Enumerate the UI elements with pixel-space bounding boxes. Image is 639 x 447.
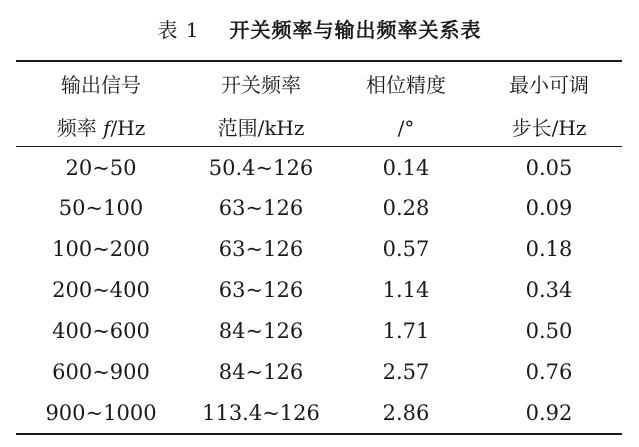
table-caption — [0, 14, 639, 43]
header-switching-frequency-line1: 开关频率 — [221, 73, 301, 97]
table-cell: 50.4~126 — [208, 156, 314, 180]
table-cell: 113.4~126 — [202, 401, 320, 425]
table-title: 开关频率与输出频率关系表 — [229, 18, 482, 42]
table-cell: 100~200 — [52, 237, 150, 261]
table-cell: 0.76 — [525, 360, 573, 384]
table-cell: 2.86 — [382, 401, 430, 425]
table-cell: 0.09 — [525, 196, 573, 220]
header-min-step-line2: 步长/Hz — [511, 116, 587, 140]
table-cell: 63~126 — [218, 278, 304, 302]
table-cell: 2.57 — [382, 360, 430, 384]
header-output-frequency-symbol: f — [103, 116, 111, 140]
table-cell: 0.57 — [382, 237, 430, 261]
table-cell: 0.34 — [525, 278, 573, 302]
header-output-frequency-line1: 输出信号 — [61, 73, 141, 97]
table-cell: 0.18 — [525, 237, 573, 261]
table-cell: 600~900 — [52, 360, 150, 384]
table-cell: 20~50 — [65, 156, 137, 180]
header-output-frequency-label: 频率 — [56, 116, 104, 140]
header-switching-frequency-line2: 范围/kHz — [217, 116, 305, 140]
table-cell: 900~1000 — [45, 401, 157, 425]
table-cell: 63~126 — [218, 237, 304, 261]
header-phase-precision-line1: 相位精度 — [366, 73, 446, 97]
header-min-step-line1: 最小可调 — [509, 73, 589, 97]
table-cell: 50~100 — [58, 196, 144, 220]
table-cell: 1.71 — [382, 319, 430, 343]
table-cell: 0.05 — [525, 156, 573, 180]
table-cell: 84~126 — [218, 319, 304, 343]
header-rule — [16, 146, 622, 147]
table-number: 表 1 — [157, 18, 200, 42]
table-cell: 63~126 — [218, 196, 304, 220]
table-cell: 0.14 — [382, 156, 430, 180]
table-cell: 1.14 — [382, 278, 430, 302]
table-cell: 0.50 — [525, 319, 573, 343]
table-cell: 400~600 — [52, 319, 150, 343]
top-rule — [16, 60, 622, 62]
table-cell: 84~126 — [218, 360, 304, 384]
table-cell: 200~400 — [52, 278, 150, 302]
table-cell: 0.28 — [382, 196, 430, 220]
bottom-rule — [16, 433, 622, 435]
table-cell: 0.92 — [525, 401, 573, 425]
header-phase-precision-line2: /° — [397, 116, 415, 140]
header-output-frequency-unit: /Hz — [110, 116, 146, 140]
header-output-frequency-line2 — [16, 115, 186, 141]
